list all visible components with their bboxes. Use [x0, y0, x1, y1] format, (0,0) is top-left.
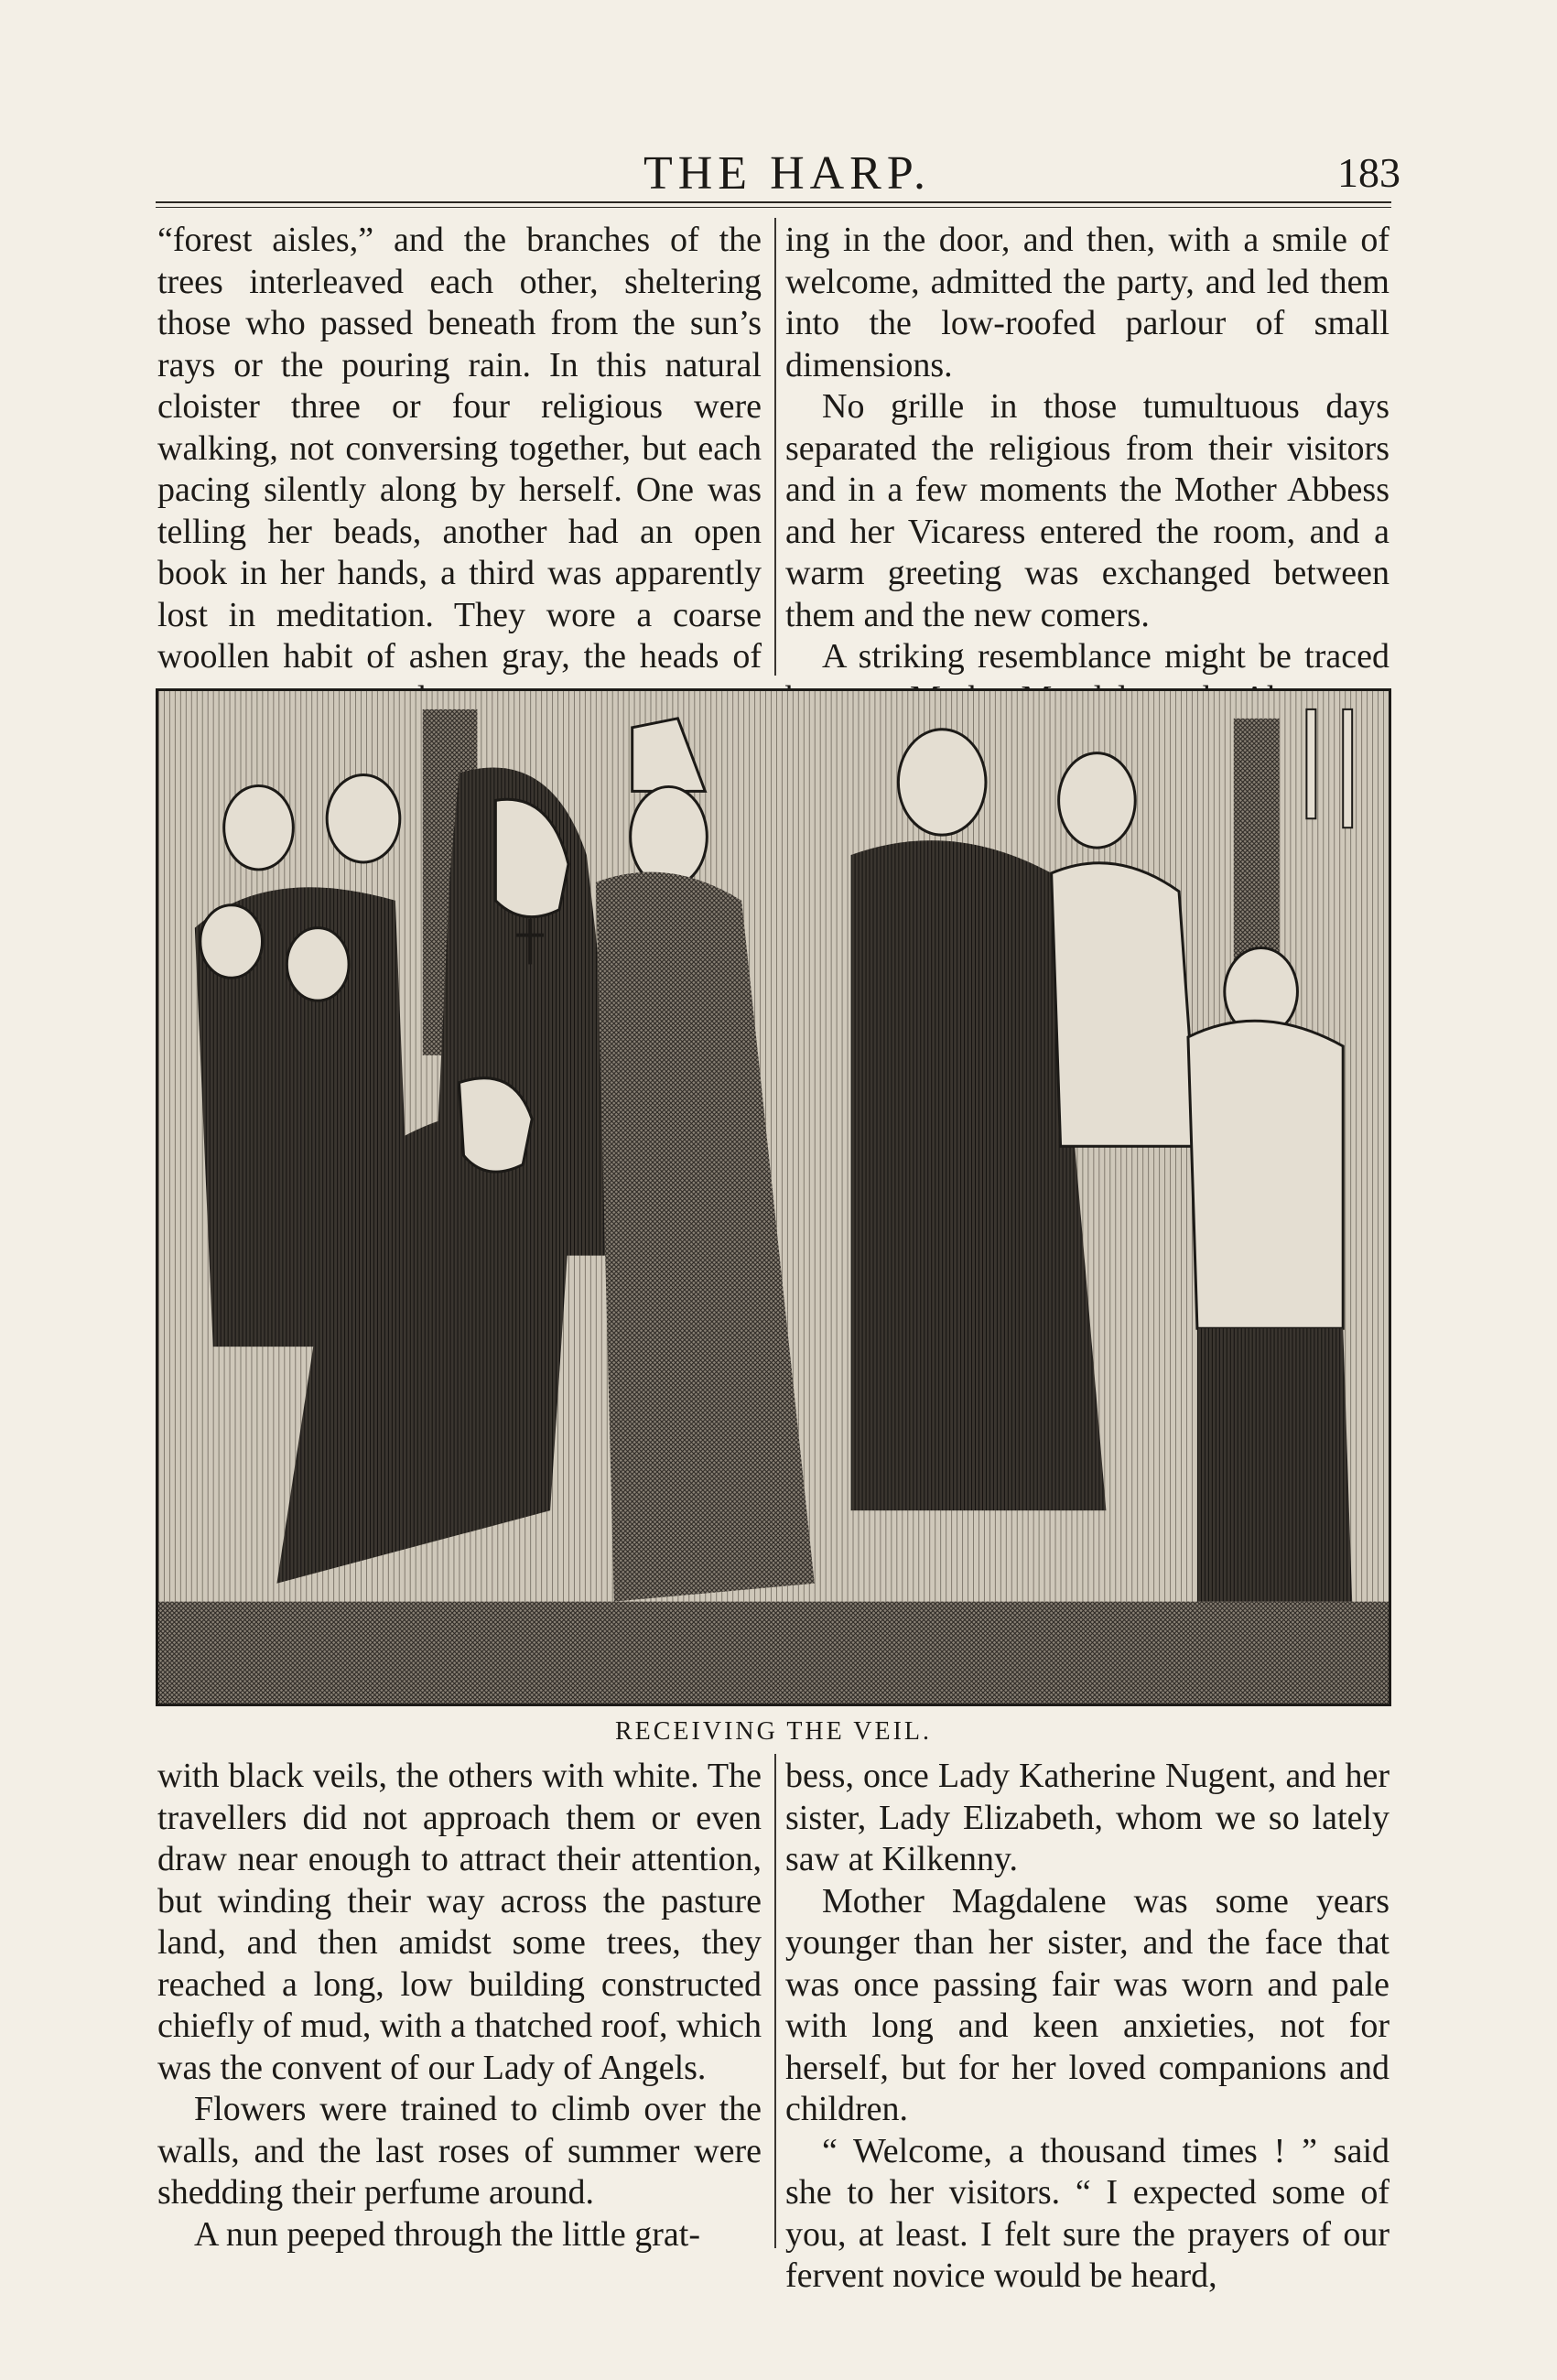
- header-rule: [156, 201, 1391, 203]
- paragraph: Flowers were trained to climb over the walls, and the last roses of summer were shedding their perfume around.: [157, 2090, 762, 2212]
- paragraph: Mother Magdalene was some years younger than her sister, and the face that was once passing fair was worn and pale with long and keen anxieties, not for herself, but for her loved companions and children.: [785, 1881, 1389, 2128]
- top-right-column: [785, 220, 1389, 719]
- illustration-caption: RECEIVING THE VEIL.: [614, 1717, 933, 1746]
- header-rule-thin: [156, 207, 1391, 208]
- paragraph: ing in the door, and then, with a smile of welcome, admitted the party, and led them into the low-roofed parlour of small dimensions.: [785, 221, 1389, 384]
- paragraph: “ Welcome, a thousand times ! ” said she to her visitors. “ I expected some of you, at least. I felt sure the prayers of our fervent novice would be heard,: [785, 2131, 1389, 2295]
- paragraph: bess, once Lady Katherine Nugent, and her sister, Lady Elizabeth, whom we so lately saw at Kilkenny.: [785, 1757, 1389, 1878]
- bottom-right-column: [785, 1756, 1389, 2298]
- column-divider: [774, 218, 776, 676]
- paragraph: No grille in those tumultuous days separated the religious from their visitors and in a few moments the Mother Abbess and her Vicaress entered the room, and a warm greeting was exchanged between them and the new comers.: [785, 387, 1389, 634]
- paragraph: “forest aisles,” and the branches of the trees interleaved each other, sheltering those who passed beneath from the sun’s rays or the pouring rain. In this natural cloister three or four religious were walking, not conversing together, but each pacing silently along by herself. One was telling her beads, another had an open book in her hands, a third was apparently lost in meditation. They wore a coarse woollen habit of ashen gray, the heads of: [157, 221, 762, 676]
- top-left-column: [157, 220, 762, 719]
- paragraph: A striking resemblance might be traced: [822, 637, 1389, 676]
- engraving-illustration: [156, 688, 1391, 1706]
- column-divider: [774, 1754, 776, 2248]
- engraving-image: [158, 691, 1389, 1704]
- bottom-left-column: [157, 1756, 762, 2256]
- running-title: THE HARP.: [643, 147, 932, 200]
- paragraph: A nun peeped through the little grat-: [194, 2214, 700, 2254]
- page-number: 183: [1337, 149, 1400, 196]
- paragraph: with black veils, the others with white. The travellers did not approach them or even draw near enough to attract their attention, but winding their way across the pasture land, and then amidst some trees, they reached a long, low building constructed chiefly of mud, with a thatched roof, which was the convent of our Lady of Angels.: [157, 1757, 762, 2087]
